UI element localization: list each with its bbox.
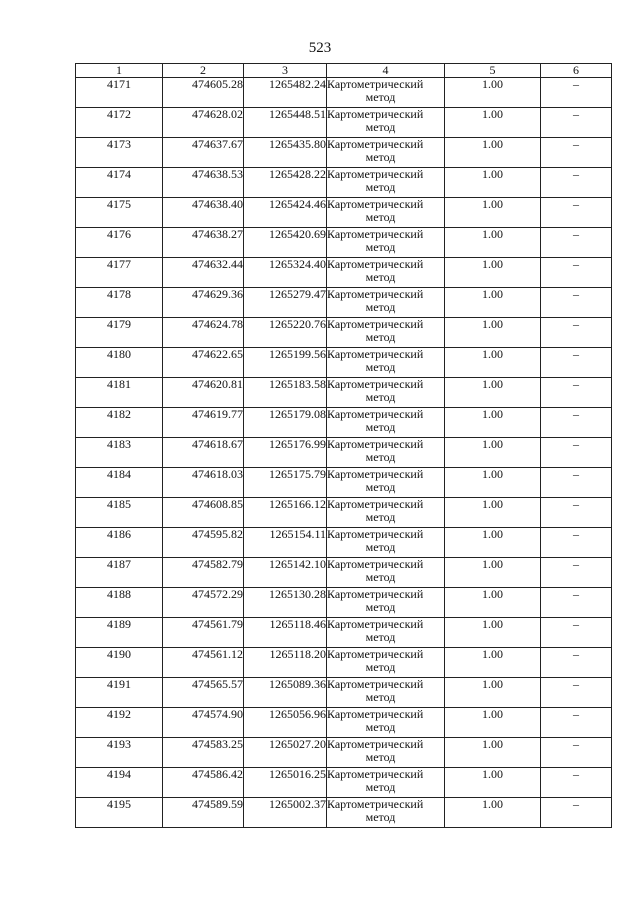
- method-line-1: Картометрический: [327, 317, 424, 331]
- table-row: [76, 348, 612, 378]
- point-number-cell: 4180: [76, 348, 163, 378]
- y-coordinate-cell: 1265199.56: [244, 348, 327, 378]
- note-cell: –: [541, 198, 612, 228]
- error-cell: 1.00: [445, 798, 541, 828]
- note-cell: –: [541, 378, 612, 408]
- y-coordinate-cell: 1265027.20: [244, 738, 327, 768]
- point-number-cell: 4171: [76, 78, 163, 108]
- note-cell: –: [541, 648, 612, 678]
- error-cell: 1.00: [445, 138, 541, 168]
- table-row: [76, 258, 612, 288]
- note-cell: –: [541, 738, 612, 768]
- method-line-1: Картометрический: [327, 257, 424, 271]
- point-number-cell: 4179: [76, 318, 163, 348]
- method-line-1: Картометрический: [327, 77, 424, 91]
- note-cell: –: [541, 678, 612, 708]
- table-row: [76, 108, 612, 138]
- point-number-cell: 4172: [76, 108, 163, 138]
- method-line-1: Картометрический: [327, 557, 424, 571]
- note-cell: –: [541, 708, 612, 738]
- table-row: [76, 708, 612, 738]
- column-header: 5: [445, 64, 541, 78]
- table-body: [76, 78, 612, 828]
- method-cell: [327, 198, 445, 228]
- point-number-cell: 4191: [76, 678, 163, 708]
- column-header: 2: [163, 64, 244, 78]
- page-number: 523: [308, 40, 332, 56]
- method-cell: [327, 468, 445, 498]
- column-header: 3: [244, 64, 327, 78]
- method-line-1: Картометрический: [327, 707, 424, 721]
- method-line-1: Картометрический: [327, 587, 424, 601]
- method-line-2: метод: [365, 120, 396, 134]
- table-row: [76, 378, 612, 408]
- point-number-cell: 4175: [76, 198, 163, 228]
- method-line-2: метод: [365, 300, 396, 314]
- method-cell: [327, 318, 445, 348]
- error-cell: 1.00: [445, 108, 541, 138]
- method-line-2: метод: [365, 270, 396, 284]
- method-line-2: метод: [365, 810, 396, 824]
- x-coordinate-cell: 474561.12: [163, 648, 244, 678]
- y-coordinate-cell: 1265428.22: [244, 168, 327, 198]
- note-cell: –: [541, 258, 612, 288]
- error-cell: 1.00: [445, 288, 541, 318]
- note-cell: –: [541, 288, 612, 318]
- note-cell: –: [541, 768, 612, 798]
- method-line-2: метод: [365, 420, 396, 434]
- method-line-1: Картометрический: [327, 287, 424, 301]
- x-coordinate-cell: 474561.79: [163, 618, 244, 648]
- method-cell: [327, 378, 445, 408]
- note-cell: –: [541, 558, 612, 588]
- point-number-cell: 4187: [76, 558, 163, 588]
- x-coordinate-cell: 474620.81: [163, 378, 244, 408]
- error-cell: 1.00: [445, 228, 541, 258]
- table-row: [76, 228, 612, 258]
- method-line-2: метод: [365, 720, 396, 734]
- note-cell: –: [541, 798, 612, 828]
- method-cell: [327, 678, 445, 708]
- error-cell: 1.00: [445, 438, 541, 468]
- error-cell: 1.00: [445, 618, 541, 648]
- method-line-1: Картометрический: [327, 737, 424, 751]
- x-coordinate-cell: 474574.90: [163, 708, 244, 738]
- method-cell: [327, 168, 445, 198]
- y-coordinate-cell: 1265118.46: [244, 618, 327, 648]
- error-cell: 1.00: [445, 678, 541, 708]
- method-line-1: Картометрический: [327, 107, 424, 121]
- method-cell: [327, 708, 445, 738]
- table-row: [76, 438, 612, 468]
- x-coordinate-cell: 474632.44: [163, 258, 244, 288]
- note-cell: –: [541, 408, 612, 438]
- method-line-2: метод: [365, 330, 396, 344]
- note-cell: –: [541, 78, 612, 108]
- table-row: [76, 138, 612, 168]
- y-coordinate-cell: 1265435.80: [244, 138, 327, 168]
- x-coordinate-cell: 474624.78: [163, 318, 244, 348]
- table-row: [76, 168, 612, 198]
- method-cell: [327, 768, 445, 798]
- point-number-cell: 4183: [76, 438, 163, 468]
- point-number-cell: 4186: [76, 528, 163, 558]
- y-coordinate-cell: 1265016.25: [244, 768, 327, 798]
- x-coordinate-cell: 474628.02: [163, 108, 244, 138]
- table-row: [76, 768, 612, 798]
- x-coordinate-cell: 474572.29: [163, 588, 244, 618]
- x-coordinate-cell: 474618.67: [163, 438, 244, 468]
- y-coordinate-cell: 1265002.37: [244, 798, 327, 828]
- note-cell: –: [541, 138, 612, 168]
- method-line-1: Картометрический: [327, 377, 424, 391]
- table-row: [76, 528, 612, 558]
- x-coordinate-cell: 474586.42: [163, 768, 244, 798]
- table-row: [76, 588, 612, 618]
- method-line-2: метод: [365, 450, 396, 464]
- table-row: [76, 648, 612, 678]
- method-line-1: Картометрический: [327, 407, 424, 421]
- method-line-2: метод: [365, 360, 396, 374]
- error-cell: 1.00: [445, 378, 541, 408]
- point-number-cell: 4173: [76, 138, 163, 168]
- table-header-row: [76, 64, 612, 78]
- method-line-2: метод: [365, 240, 396, 254]
- method-line-1: Картометрический: [327, 617, 424, 631]
- table-row: [76, 738, 612, 768]
- method-line-2: метод: [365, 780, 396, 794]
- x-coordinate-cell: 474638.27: [163, 228, 244, 258]
- x-coordinate-cell: 474595.82: [163, 528, 244, 558]
- method-line-1: Картометрический: [327, 167, 424, 181]
- method-line-2: метод: [365, 480, 396, 494]
- point-number-cell: 4181: [76, 378, 163, 408]
- error-cell: 1.00: [445, 408, 541, 438]
- method-cell: [327, 558, 445, 588]
- error-cell: 1.00: [445, 558, 541, 588]
- y-coordinate-cell: 1265424.46: [244, 198, 327, 228]
- method-line-1: Картометрический: [327, 197, 424, 211]
- note-cell: –: [541, 468, 612, 498]
- note-cell: –: [541, 168, 612, 198]
- method-line-2: метод: [365, 150, 396, 164]
- table-row: [76, 78, 612, 108]
- method-cell: [327, 348, 445, 378]
- table-row: [76, 408, 612, 438]
- method-line-2: метод: [365, 690, 396, 704]
- error-cell: 1.00: [445, 258, 541, 288]
- table-row: [76, 288, 612, 318]
- point-number-cell: 4195: [76, 798, 163, 828]
- x-coordinate-cell: 474638.40: [163, 198, 244, 228]
- x-coordinate-cell: 474608.85: [163, 498, 244, 528]
- y-coordinate-cell: 1265166.12: [244, 498, 327, 528]
- point-number-cell: 4184: [76, 468, 163, 498]
- point-number-cell: 4174: [76, 168, 163, 198]
- y-coordinate-cell: 1265056.96: [244, 708, 327, 738]
- point-number-cell: 4194: [76, 768, 163, 798]
- table-row: [76, 798, 612, 828]
- note-cell: –: [541, 108, 612, 138]
- x-coordinate-cell: 474629.36: [163, 288, 244, 318]
- error-cell: 1.00: [445, 498, 541, 528]
- x-coordinate-cell: 474565.57: [163, 678, 244, 708]
- method-cell: [327, 528, 445, 558]
- note-cell: –: [541, 498, 612, 528]
- y-coordinate-cell: 1265279.47: [244, 288, 327, 318]
- note-cell: –: [541, 348, 612, 378]
- column-header: 1: [76, 64, 163, 78]
- table-row: [76, 618, 612, 648]
- table-row: [76, 318, 612, 348]
- method-line-2: метод: [365, 210, 396, 224]
- method-line-2: метод: [365, 510, 396, 524]
- point-number-cell: 4185: [76, 498, 163, 528]
- error-cell: 1.00: [445, 588, 541, 618]
- point-number-cell: 4192: [76, 708, 163, 738]
- y-coordinate-cell: 1265179.08: [244, 408, 327, 438]
- point-number-cell: 4188: [76, 588, 163, 618]
- method-cell: [327, 648, 445, 678]
- table-row: [76, 678, 612, 708]
- x-coordinate-cell: 474637.67: [163, 138, 244, 168]
- table-row: [76, 198, 612, 228]
- method-line-2: метод: [365, 180, 396, 194]
- y-coordinate-cell: 1265324.40: [244, 258, 327, 288]
- method-line-2: метод: [365, 390, 396, 404]
- method-line-1: Картометрический: [327, 437, 424, 451]
- method-cell: [327, 288, 445, 318]
- x-coordinate-cell: 474618.03: [163, 468, 244, 498]
- method-cell: [327, 408, 445, 438]
- table-row: [76, 498, 612, 528]
- method-line-2: метод: [365, 660, 396, 674]
- note-cell: –: [541, 588, 612, 618]
- error-cell: 1.00: [445, 768, 541, 798]
- note-cell: –: [541, 318, 612, 348]
- note-cell: –: [541, 618, 612, 648]
- error-cell: 1.00: [445, 648, 541, 678]
- coordinates-table: [75, 63, 612, 828]
- y-coordinate-cell: 1265420.69: [244, 228, 327, 258]
- method-line-2: метод: [365, 90, 396, 104]
- y-coordinate-cell: 1265118.20: [244, 648, 327, 678]
- point-number-cell: 4176: [76, 228, 163, 258]
- error-cell: 1.00: [445, 318, 541, 348]
- method-cell: [327, 108, 445, 138]
- point-number-cell: 4193: [76, 738, 163, 768]
- method-line-2: метод: [365, 540, 396, 554]
- note-cell: –: [541, 528, 612, 558]
- error-cell: 1.00: [445, 468, 541, 498]
- method-cell: [327, 798, 445, 828]
- note-cell: –: [541, 228, 612, 258]
- method-cell: [327, 258, 445, 288]
- x-coordinate-cell: 474583.25: [163, 738, 244, 768]
- method-line-1: Картометрический: [327, 137, 424, 151]
- table-row: [76, 468, 612, 498]
- method-line-2: метод: [365, 750, 396, 764]
- note-cell: –: [541, 438, 612, 468]
- y-coordinate-cell: 1265154.11: [244, 528, 327, 558]
- method-line-1: Картометрический: [327, 647, 424, 661]
- method-cell: [327, 228, 445, 258]
- y-coordinate-cell: 1265482.24: [244, 78, 327, 108]
- method-line-2: метод: [365, 630, 396, 644]
- error-cell: 1.00: [445, 198, 541, 228]
- method-cell: [327, 498, 445, 528]
- error-cell: 1.00: [445, 168, 541, 198]
- method-cell: [327, 78, 445, 108]
- table-row: [76, 558, 612, 588]
- point-number-cell: 4177: [76, 258, 163, 288]
- y-coordinate-cell: 1265448.51: [244, 108, 327, 138]
- y-coordinate-cell: 1265142.10: [244, 558, 327, 588]
- column-header: 6: [541, 64, 612, 78]
- y-coordinate-cell: 1265130.28: [244, 588, 327, 618]
- x-coordinate-cell: 474605.28: [163, 78, 244, 108]
- column-header: 4: [327, 64, 445, 78]
- method-line-1: Картометрический: [327, 767, 424, 781]
- method-cell: [327, 438, 445, 468]
- point-number-cell: 4190: [76, 648, 163, 678]
- method-line-2: метод: [365, 600, 396, 614]
- method-cell: [327, 588, 445, 618]
- error-cell: 1.00: [445, 78, 541, 108]
- error-cell: 1.00: [445, 708, 541, 738]
- method-line-1: Картометрический: [327, 347, 424, 361]
- y-coordinate-cell: 1265183.58: [244, 378, 327, 408]
- method-line-1: Картометрический: [327, 527, 424, 541]
- method-line-1: Картометрический: [327, 227, 424, 241]
- x-coordinate-cell: 474638.53: [163, 168, 244, 198]
- method-cell: [327, 738, 445, 768]
- method-line-1: Картометрический: [327, 677, 424, 691]
- error-cell: 1.00: [445, 528, 541, 558]
- x-coordinate-cell: 474589.59: [163, 798, 244, 828]
- point-number-cell: 4178: [76, 288, 163, 318]
- method-line-1: Картометрический: [327, 497, 424, 511]
- x-coordinate-cell: 474582.79: [163, 558, 244, 588]
- point-number-cell: 4182: [76, 408, 163, 438]
- method-line-1: Картометрический: [327, 467, 424, 481]
- y-coordinate-cell: 1265220.76: [244, 318, 327, 348]
- y-coordinate-cell: 1265089.36: [244, 678, 327, 708]
- y-coordinate-cell: 1265176.99: [244, 438, 327, 468]
- x-coordinate-cell: 474622.65: [163, 348, 244, 378]
- error-cell: 1.00: [445, 348, 541, 378]
- point-number-cell: 4189: [76, 618, 163, 648]
- method-cell: [327, 618, 445, 648]
- method-line-2: метод: [365, 570, 396, 584]
- y-coordinate-cell: 1265175.79: [244, 468, 327, 498]
- x-coordinate-cell: 474619.77: [163, 408, 244, 438]
- method-line-1: Картометрический: [327, 797, 424, 811]
- method-cell: [327, 138, 445, 168]
- error-cell: 1.00: [445, 738, 541, 768]
